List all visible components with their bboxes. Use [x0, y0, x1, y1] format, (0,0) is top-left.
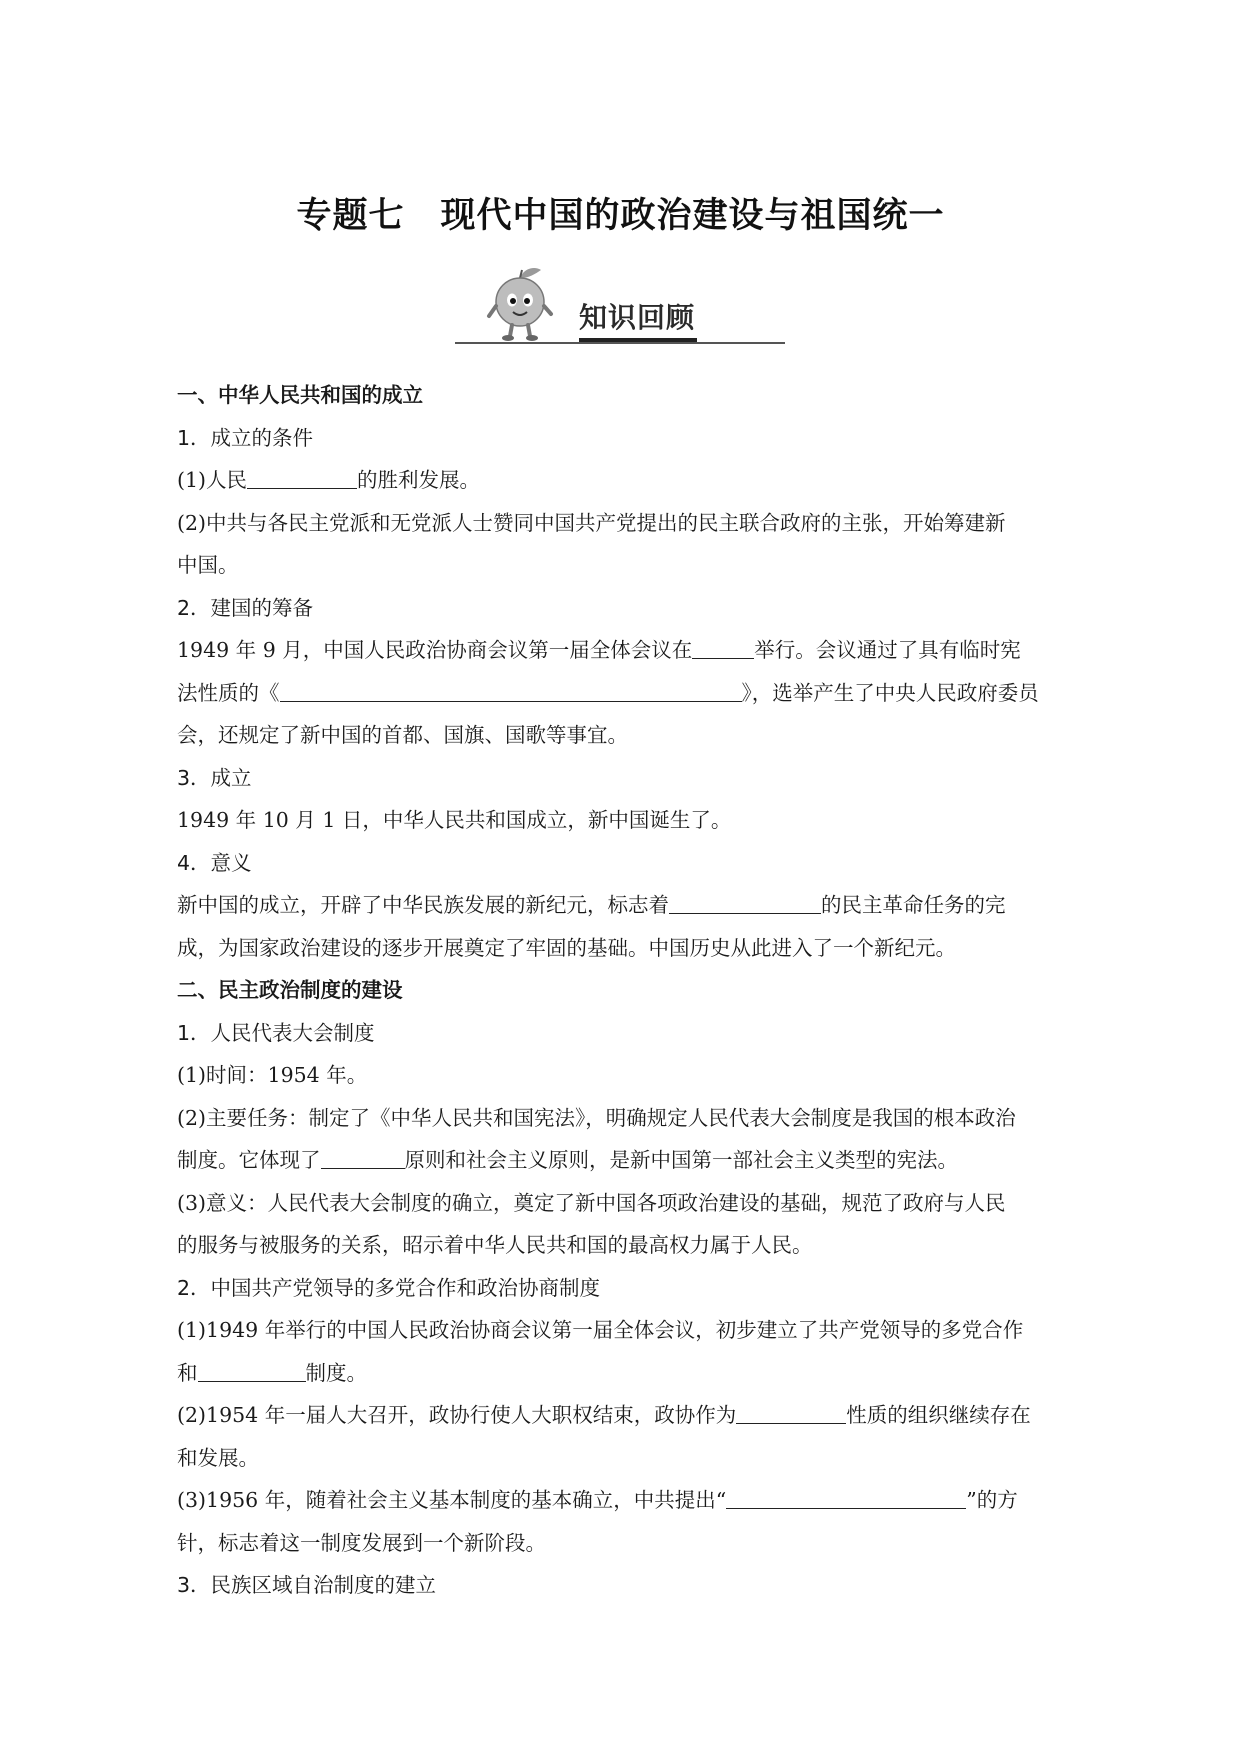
text-line: [177, 799, 1065, 842]
text-line: [177, 544, 1065, 587]
fill-in-blank[interactable]: [321, 1140, 405, 1169]
text-line: [177, 714, 1065, 757]
text-segment: 性质的组织继续存在: [846, 1403, 1031, 1427]
text-segment: 的胜利发展。: [357, 468, 481, 492]
text-segment: (2)中共与各民主党派和无党派人士赞同中国共产党提出的民主联合政府的主张，开始筹建新: [177, 510, 1006, 535]
text-line: [177, 1394, 1065, 1437]
orange-mascot-icon: [485, 266, 555, 344]
text-segment: 会，还规定了新中国的首都、国旗、国歌等事宜。: [177, 723, 628, 747]
text-line: [177, 1054, 1065, 1097]
text-segment: (2)主要任务：制定了《中华人民共和国宪法》，明确规定人民代表大会制度是我国的根本政治: [177, 1105, 1016, 1130]
text-segment: 的服务与被服务的关系，昭示着中华人民共和国的最高权力属于人民。: [177, 1233, 813, 1257]
text-segment: 3．民族区域自治制度的建立: [177, 1573, 437, 1597]
text-line: [177, 1352, 1065, 1395]
text-segment: 举行。会议通过了具有临时宪: [754, 638, 1021, 662]
text-line: [177, 1139, 1065, 1182]
text-segment: 的民主革命任务的完: [821, 893, 1006, 917]
text-segment: (3)1956 年，随着社会主义基本制度的基本确立，中共提出“: [177, 1488, 727, 1512]
banner-label: 知识回顾: [579, 301, 696, 334]
document-body: [177, 374, 1065, 1607]
text-segment: 法性质的《: [177, 680, 280, 705]
text-segment: 》，选举产生了中央人民政府委员: [741, 680, 1039, 705]
text-line: [177, 1479, 1065, 1522]
text-segment: 1．人民代表大会制度: [177, 1020, 375, 1045]
section-heading: [177, 842, 1065, 885]
text-segment: 成，为国家政治建设的逐步开展奠定了牢固的基础。中国历史从此进入了一个新纪元。: [177, 935, 956, 960]
text-segment: ”的方: [966, 1488, 1018, 1512]
text-segment: 制度。: [305, 1360, 367, 1385]
text-line: [177, 1182, 1065, 1225]
section-heading: [177, 417, 1065, 460]
text-line: [177, 1522, 1065, 1565]
text-segment: 2．中国共产党领导的多党合作和政治协商制度: [177, 1275, 601, 1300]
text-segment: 1949 年 9 月，中国人民政治协商会议第一届全体会议在: [177, 638, 693, 662]
text-segment: 中国。: [177, 553, 239, 577]
fill-in-blank[interactable]: [669, 885, 821, 914]
text-segment: 原则和社会主义原则，是新中国第一部社会主义类型的宪法。: [404, 1148, 958, 1172]
text-segment: 一、中华人民共和国的成立: [177, 383, 423, 407]
banner-rule: [455, 342, 785, 344]
text-segment: (1)人民: [177, 468, 248, 492]
text-segment: 2．建国的筹备: [177, 595, 314, 620]
text-line: [177, 629, 1065, 672]
text-segment: 4．意义: [177, 850, 252, 875]
fill-in-blank[interactable]: [726, 1480, 966, 1509]
text-segment: 3．成立: [177, 765, 252, 790]
section-heading: [177, 1564, 1065, 1607]
text-segment: 新中国的成立，开辟了中华民族发展的新纪元，标志着: [177, 893, 669, 917]
fill-in-blank[interactable]: [280, 673, 742, 702]
text-segment: (2)1954 年一届人大召开，政协行使人大职权结束，政协作为: [177, 1403, 737, 1427]
section-heading: [177, 1012, 1065, 1055]
text-segment: (1)时间：1954 年。: [177, 1063, 368, 1087]
fill-in-blank[interactable]: [198, 1353, 306, 1382]
text-segment: 和: [177, 1360, 198, 1385]
section-banner: [455, 262, 785, 348]
text-segment: (3)意义：人民代表大会制度的确立，奠定了新中国各项政治建设的基础，规范了政府与人民: [177, 1190, 1006, 1215]
text-segment: 制度。它体现了: [177, 1148, 321, 1172]
section-heading: [177, 587, 1065, 630]
text-segment: 针，标志着这一制度发展到一个新阶段。: [177, 1530, 546, 1555]
text-segment: (1)1949 年举行的中国人民政治协商会议第一届全体会议，初步建立了共产党领导的多党合作: [177, 1318, 1024, 1342]
text-line: [177, 884, 1065, 927]
fill-in-blank[interactable]: [736, 1395, 846, 1424]
fill-in-blank[interactable]: [247, 460, 357, 489]
text-line: [177, 502, 1065, 545]
text-segment: 1949 年 10 月 1 日，中华人民共和国成立，新中国诞生了。: [177, 808, 732, 832]
text-segment: 和发展。: [177, 1445, 259, 1470]
section-heading: [177, 757, 1065, 800]
text-line: [177, 1224, 1065, 1267]
text-line: [177, 672, 1065, 715]
section-heading: [177, 374, 1065, 417]
text-line: [177, 927, 1065, 970]
fill-in-blank[interactable]: [692, 630, 754, 659]
text-line: [177, 1437, 1065, 1480]
text-segment: 1．成立的条件: [177, 425, 314, 450]
text-line: [177, 1309, 1065, 1352]
section-heading: [177, 969, 1065, 1012]
section-heading: [177, 1267, 1065, 1310]
text-line: [177, 459, 1065, 502]
text-line: [177, 1097, 1065, 1140]
page-title: 专题七 现代中国的政治建设与祖国统一: [296, 196, 945, 236]
text-segment: 二、民主政治制度的建设: [177, 978, 403, 1002]
